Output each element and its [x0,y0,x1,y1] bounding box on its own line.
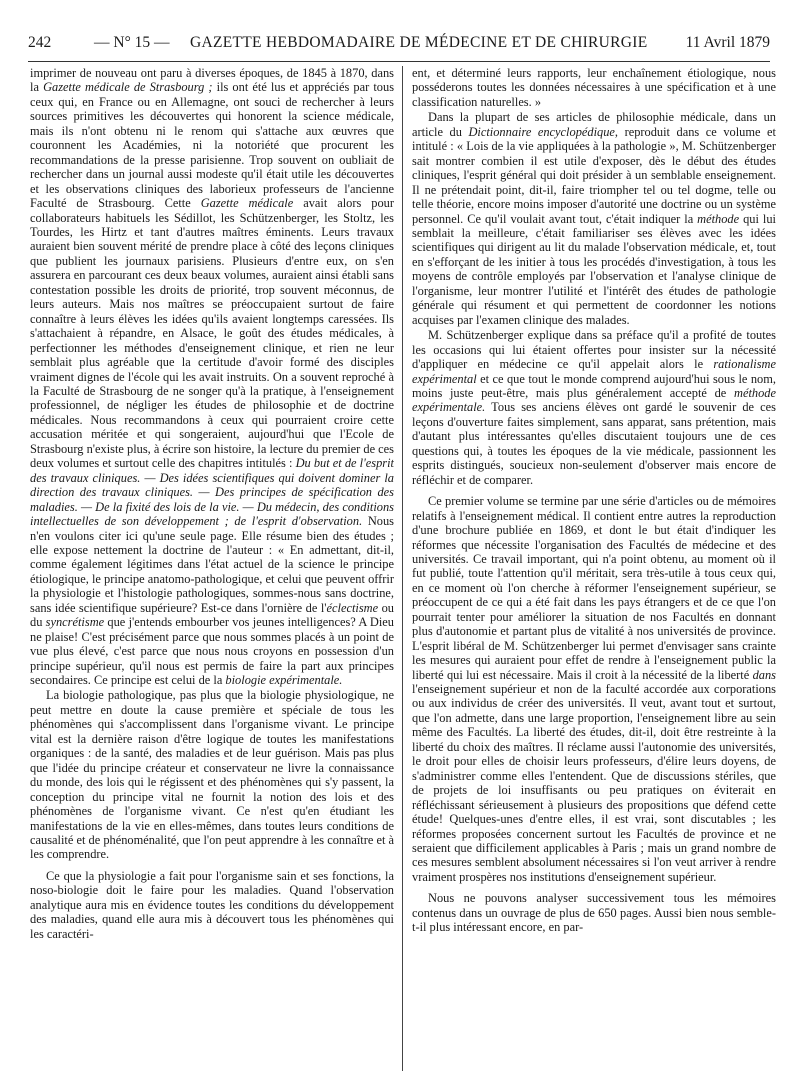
italic-run: Gazette médicale de Strasbourg ; [43,80,213,95]
left-column [30,66,394,1076]
italic-run: éclectisme [326,600,379,615]
running-header [28,34,770,54]
paragraph: ent, et déterminé leurs rapports, leur enchaînement étiologique, nous posséderons toutes les données nécessaires à une spécification et à une classification naturelles. » [412,66,776,109]
italic-run: Du but et de l'esprit des travaux cliniques. — Des idées scientifiques qui doivent dominer la direction des travaux cliniques. — Des principes de spécification des maladies. — De la fixité des lois de la vie. — Du médecin, des conditions intellectuelles de son développement ; de l'esprit d'observation. [30,456,394,529]
paragraph: imprimer de nouveau ont paru à diverses époques, de 1845 à 1870, dans la Gazette médicale de Strasbourg ; ils ont été lus et appréciés par tous ceux qui, en France ou en Allemagne, ont souci de rechercher à leurs sources primitives les découvertes qui honorent la science médicale, mais ils n'ont obtenu ni le renom qui s'attache aux œuvres que couronnent les Académies, ni la notoriété que procurent les recommandations de la presse parisienne. Trop souvent on oubliait de rechercher dans un journal aussi modeste qu'il était utile les découvertes et les observations cliniques des laborieux professeurs de l'ancienne Faculté de Strasbourg. Cette Gazette médicale avait alors pour collaborateurs habituels les Sédillot, les Schützenberger, les Stoltz, les Tourdes, les Hirtz et tant d'autres maîtres éminents. Leurs travaux auraient bien souvent mérité de prendre place à côté des leçons cliniques que publient les journaux parisiens. Plusieurs d'entre eux, on s'en assurera en parcourant ces deux beaux volumes, auraient ainsi établi sans contestation possible les droits de priorité, trop souvent méconnus, de leurs auteurs. Mais nos maîtres se préoccupaient surtout de faire connaître à leurs élèves les idées qu'ils avaient longtemps caressées. Ils s'attachaient à répandre, en Alsace, le goût des études médicales, à perfectionner les méthodes d'enseignement clinique, et rien ne leur semblait plus agréable que la certitude d'avoir formé des disciples vraiment dignes de l'école qui les avait instruits. On a souvent reproché à la Faculté de Strasbourg de ne songer qu'à la pratique, à l'enseignement professionnel, de négliger les études de philosophie et de doctrine médicales. Nous recommandons à ceux qui pourraient croire cette accusation méritée et qui songeraient, aujourd'hui que l'Ecole de Strasbourg n'existe plus, à écrire son histoire, la lecture du premier de ces deux volumes et surtout celle des chapitres intitulés : Du but et de l'esprit des travaux cliniques. — Des idées scientifiques qui doivent dominer la direction des travaux cliniques. — Des principes de spécification des maladies. — De la fixité des lois de la vie. — Du médecin, des conditions intellectuelles de son développement ; de l'esprit d'observation. Nous n'en voulons citer ici qu'une seule page. Elle résume bien des études ; elle expose nettement la doctrine de l'auteur : « En admettant, dit-il, comme également légitimes dans l'état actuel de la science le principe étiologique, le principe anatomo-pathologique, et celui que peuvent offrir la physiologie et l'histologie pathologiques, sommes-nous sans doctrine, sans idée scientifique supérieure? Est-ce dans l'ornière de l'éclectisme ou du syncrétisme que j'entends embourber vos jeunes intelligences? A Dieu ne plaise! C'est précisément parce que nous sommes placés à un point de vue plus élevé, c'est parce que nous nous croyons en possession d'un principe supérieur, qu'il nous est permis de faire la part aux principes secondaires. Ce principe est celui de la biologie expérimentale. [30,66,394,688]
page-number: 242 [28,34,52,51]
paragraph: Dans la plupart de ses articles de philosophie médicale, dans un article du Dictionnaire encyclopédique, reproduit dans ce volume et intitulé : « Lois de la vie appliquées à la pathologie », M. Schützenberger sait montrer combien il est utile d'exposer, dès le début des études cliniques, l'esprit général qui doit présider à un semblable enseignement. Il ne prétendait point, dit-il, faire triompher tel ou tel dogme, telle ou telle théorie, encore moins imposer d'autorité une doctrine ou un système personnel. Ce qu'il voulait avant tout, c'était indiquer la méthode qui lui semblait la meilleure, c'était familiariser ses élèves avec les idées scientifiques qui dirigent au lit du malade l'observation médicale, et, tout en s'efforçant de les initier à tous les procédés d'investigation, à tous les moyens de contrôle employés par l'observation et l'analyse clinique de l'organisme, leur montrer l'utilité et l'intérêt des études de pathologie générale qui résument et qui permettent de coordonner les notions acquises par l'examen clinique des malades. [412,110,776,327]
italic-run: méthode [697,211,740,226]
italic-run: syncrétisme [45,615,105,630]
paragraph: Nous ne pouvons analyser successivement tous les mémoires contenus dans un ouvrage de plus de 650 pages. Aussi bien nous semble-t-il plus intéressant encore, en par- [412,891,776,935]
column-divider [402,66,403,1071]
italic-run: rationalisme expérimental [412,357,776,386]
italic-run: Dictionnaire encyclopédique [468,124,615,139]
italic-run: dans [752,667,776,682]
header-rule [28,61,770,62]
italic-run: biologie expérimentale. [225,673,343,688]
right-column [412,66,776,1076]
italic-run: méthode expérimentale. [412,385,776,415]
paragraph: Ce premier volume se termine par une série d'articles ou de mémoires relatifs à l'enseignement médical. Il contient entre autres la reproduction d'une brochure publiée en 1869, et dont le but était d'indiquer les réformes que nécessite l'organisation des Facultés de médecine et des universités. Ce travail important, qui n'a point obtenu, au moment où il fut publié, toute l'attention qu'il méritait, sera très-utile à tous ceux qui, en ce moment où l'on cherche à réformer l'enseignement supérieur, se préoccupent de ce qui a été fait dans les pays étrangers et de ce que l'on pourrait tenter pour améliorer la situation de nos Facultés en donnant plus d'autonomie et partant plus de vitalité à nos universités de province. L'esprit libéral de M. Schützenberger lui permet d'envisager sans crainte les mesures qui auraient pour effet de rendre à l'enseignement public la liberté qui lui est nécessaire. Mais il croit à la nécessité de la liberté dans l'enseignement supérieur et non de la faculté accordée aux corporations ou aux individus de créer des universités. Il veut, avant tout et surtout, que l'on admette, dans une large proportion, l'enseignement libre au sein même des Facultés. La liberté des études, dit-il, doit être restreinte à la liberté du choix des maîtres. Il réclame aussi l'autonomie des universités, le droit pour elles de choisir leurs professeurs, d'élire leurs doyens, de s'administrer comme elles l'entendent. Que de discussions stériles, que de projets de loi insuffisants ou peu pratiques on éviterait en réfléchissant sérieusement à plusieurs des propositions que défend cette étude! Quelques-unes d'entre elles, il est vrai, sont discutables ; les réformes proposées concernent surtout les Facultés de province et ne seraient que difficilement applicables à Paris ; mais un grand nombre de ces mesures semblent absolument nécessaires si l'on veut arriver à rendre vraiment prospères nos institutions d'enseignement supérieur. [412,494,776,884]
journal-title: GAZETTE HEBDOMADAIRE DE MÉDECINE ET DE CHIRURGIE [190,34,648,51]
issue-number: — N° 15 — [94,34,170,51]
paragraph: M. Schützenberger explique dans sa préface qu'il a profité de toutes les occasions qui lui étaient offertes pour insister sur la nécessité d'appliquer en médecine ce qu'il appelait alors le rationalisme expérimental et ce que tout le monde comprend aujourd'hui sous le nom, moins juste peut-être, mais plus généralement accepté de méthode expérimentale. Tous ses anciens élèves ont gardé le souvenir de ces leçons d'ouverture faites simplement, sans apparat, sans prétention, mais d'autant plus intéressantes qu'elles discutaient toujours une de ces questions qui, à toutes les époques de la vie médicale, passionnent les esprits distingués, soucieux non-seulement d'observer mais encore de réfléchir et de comparer. [412,328,776,487]
paragraph: Ce que la physiologie a fait pour l'organisme sain et ses fonctions, la noso-biologie doit le faire pour les maladies. Quand l'observation analytique aura mis en évidence toutes les conditions du développement des maladies, quand elle aura mis à découvert tous les phénomènes qui les caractéri- [30,868,394,941]
paragraph: La biologie pathologique, pas plus que la biologie physiologique, ne peut mettre en doute la cause première et spéciale de tous les phénomènes qui s'accomplissent dans l'organisme vivant. Le principe vital est la dernière raison d'être logique de toutes les manifestations organiques : de la santé, des maladies et de leur guérison. Mais pas plus que l'idée du principe créateur et conservateur ne livre la connaissance du monde, des lois qui le régissent et des phénomènes qui s'y passent, la conception du principe vital ne fournit la notion des lois et des phénomènes de l'organisme vivant. Ce n'est qu'en étudiant les manifestations de la vie en elles-mêmes, dans toutes leurs conditions de causalité et de phénoménalité, que l'on peut apprendre à les connaître et à les comprendre. [30,688,394,862]
issue-date: 11 Avril 1879 [685,34,770,51]
italic-run: Gazette médicale [200,196,294,211]
